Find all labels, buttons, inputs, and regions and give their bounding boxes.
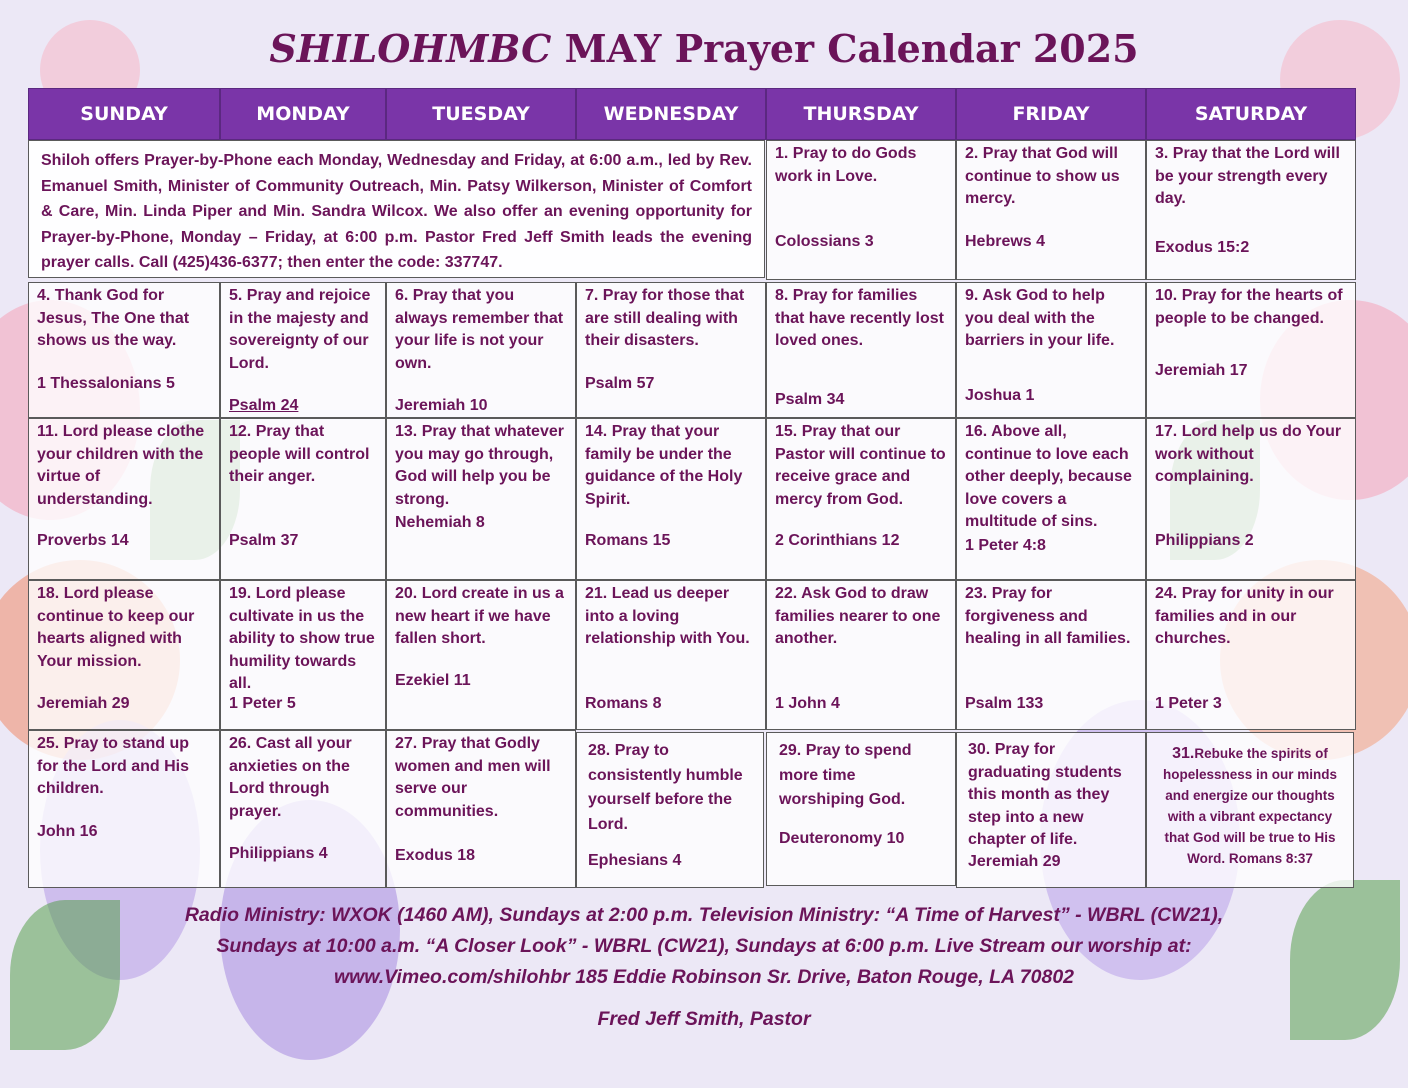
day-header-wednesday: WEDNESDAY xyxy=(576,88,766,140)
day-cell-29: 29. Pray to spend more time worshiping God. Deuteronomy 10 xyxy=(766,732,956,886)
day-cell-13: 13. Pray that whatever you may go through, God will help you be strong. Nehemiah 8 xyxy=(386,418,576,580)
day-header-saturday: SATURDAY xyxy=(1146,88,1356,140)
day-cell-22: 22. Ask God to draw families nearer to one another. 1 John 4 xyxy=(766,580,956,730)
day-cell-25: 25. Pray to stand up for the Lord and His children. John 16 xyxy=(28,730,220,888)
weekday-header xyxy=(28,88,1356,140)
pastor-signature: Fred Jeff Smith, Pastor xyxy=(597,1008,811,1030)
day-cell-31: 31.Rebuke the spirits of hopelessness in our minds and energize our thoughts with a vibrant expectancy that God will be true to His Word. Romans 8:37 xyxy=(1146,732,1354,888)
page-title: SHILOHMBC MAY Prayer Calendar 2025 xyxy=(269,26,1139,71)
day-cell-17: 17. Lord help us do Your work without complaining. Philippians 2 xyxy=(1146,418,1356,580)
day-cell-8: 8. Pray for families that have recently lost loved ones. Psalm 34 xyxy=(766,282,956,418)
prayer-by-phone-notice: Shiloh offers Prayer-by-Phone each Monday, Wednesday and Friday, at 6:00 a.m., led by Rev. Emanuel Smith, Minister of Community Outreach, Min. Patsy Wilkerson, Minister of Comfort & Care, Min. Linda Piper and Min. Sandra Wilcox. We also offer an evening opportunity for Prayer-by-Phone, Monday – Friday, at 6:00 p.m. Pastor Fred Jeff Smith leads the evening prayer calls. Call (425)436-6377; then enter the code: 337747. xyxy=(28,140,765,278)
day-cell-14: 14. Pray that your family be under the guidance of the Holy Spirit. Romans 15 xyxy=(576,418,766,580)
ministry-footer: Radio Ministry: WXOK (1460 AM), Sundays at 2:00 p.m. Television Ministry: “A Time of Harvest” - WBRL (CW21), Sundays at 10:00 a.m. “A Closer Look” - WBRL (CW21), Sundays at 6:00 p.m. Live Stream our worship at: www.Vimeo.com/shilohbr 185 Eddie Robinson Sr. Drive, Baton Rouge, LA 70802 xyxy=(184,904,1224,988)
day-cell-7: 7. Pray for those that are still dealing with their disasters. Psalm 57 xyxy=(576,282,766,418)
day-header-sunday: SUNDAY xyxy=(28,88,220,140)
day-cell-26: 26. Cast all your anxieties on the Lord through prayer. Philippians 4 xyxy=(220,730,386,888)
day-cell-24: 24. Pray for unity in our families and in our churches. 1 Peter 3 xyxy=(1146,580,1356,730)
day-cell-3: 3. Pray that the Lord will be your strength every day. Exodus 15:2 xyxy=(1146,140,1356,280)
day-header-tuesday: TUESDAY xyxy=(386,88,576,140)
day-cell-2: 2. Pray that God will continue to show us mercy. Hebrews 4 xyxy=(956,140,1146,280)
day-cell-19: 19. Lord please cultivate in us the ability to show true humility towards all. 1 Peter 5 xyxy=(220,580,386,730)
day-header-monday: MONDAY xyxy=(220,88,386,140)
day-cell-12: 12. Pray that people will control their anger. Psalm 37 xyxy=(220,418,386,580)
day-cell-23: 23. Pray for forgiveness and healing in all families. Psalm 133 xyxy=(956,580,1146,730)
day-cell-28: 28. Pray to consistently humble yourself before the Lord. Ephesians 4 xyxy=(576,732,764,888)
day-cell-9: 9. Ask God to help you deal with the barriers in your life. Joshua 1 xyxy=(956,282,1146,418)
day-cell-15: 15. Pray that our Pastor will continue to receive grace and mercy from God. 2 Corinthians 12 xyxy=(766,418,956,580)
day-cell-4: 4. Thank God for Jesus, The One that shows us the way. 1 Thessalonians 5 xyxy=(28,282,220,418)
day-cell-1: 1. Pray to do Gods work in Love. Colossians 3 xyxy=(766,140,956,280)
day-header-thursday: THURSDAY xyxy=(766,88,956,140)
day-cell-16: 16. Above all, continue to love each other deeply, because love covers a multitude of sins. 1 Peter 4:8 xyxy=(956,418,1146,580)
day-cell-30: 30. Pray for graduating students this month as they step into a new chapter of life. Jeremiah 29 xyxy=(956,732,1146,888)
day-cell-11: 11. Lord please clothe your children with the virtue of understanding. Proverbs 14 xyxy=(28,418,220,580)
day-cell-20: 20. Lord create in us a new heart if we have fallen short. Ezekiel 11 xyxy=(386,580,576,730)
day-header-friday: FRIDAY xyxy=(956,88,1146,140)
day-cell-10: 10. Pray for the hearts of people to be changed. Jeremiah 17 xyxy=(1146,282,1356,418)
day-cell-21: 21. Lead us deeper into a loving relationship with You. Romans 8 xyxy=(576,580,766,730)
day-cell-18: 18. Lord please continue to keep our hearts aligned with Your mission. Jeremiah 29 xyxy=(28,580,220,730)
day-cell-5: 5. Pray and rejoice in the majesty and sovereignty of our Lord. Psalm 24 xyxy=(220,282,386,418)
day-cell-6: 6. Pray that you always remember that your life is not your own. Jeremiah 10 xyxy=(386,282,576,418)
day-cell-27: 27. Pray that Godly women and men will serve our communities. Exodus 18 xyxy=(386,730,576,888)
